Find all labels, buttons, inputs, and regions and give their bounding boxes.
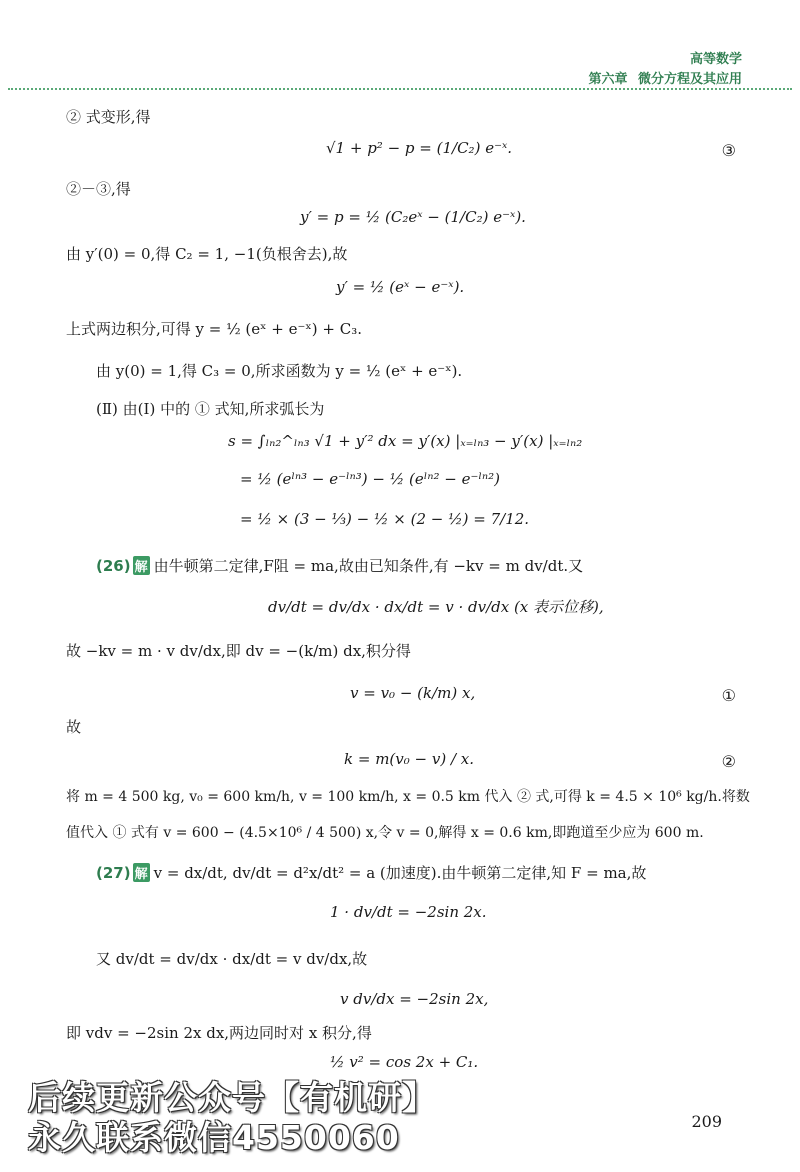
text-line-5: 由 y(0) = 1,得 C₃ = 0,所求函数为 y = ½ (eˣ + e⁻ˣ). [96,362,463,380]
page-number: 209 [691,1112,722,1131]
problem-27-equation-3: ½ v² = cos 2x + C₁. [330,1053,479,1071]
header-book-title: 高等数学 [689,52,742,67]
equation-number-3: ③ [721,141,736,160]
equation-number-1: ① [721,686,736,705]
header-chapter-number: 第六章 [588,72,628,87]
problem-26-line-3: 将 m = 4 500 kg, v₀ = 600 km/h, v = 100 km/h, x = 0.5 km 代入 ② 式,可得 k = 4.5 × 10⁶ kg/h.将数 [66,789,750,805]
text-line-2: ②－③,得 [66,180,131,198]
problem-27-text-1: v = dx/dt, dv/dt = d²x/dt² = a (加速度).由牛顿第二定律,知 F = ma,故 [153,864,647,882]
text-line-4: 上式两边积分,可得 y = ½ (eˣ + e⁻ˣ) + C₃. [66,320,362,338]
text-line-3: 由 y′(0) = 0,得 C₂ = 1, −1(负根舍去),故 [66,245,348,263]
equation-y-prime-2: y′ = ½ (eˣ − e⁻ˣ). [336,278,465,296]
problem-27-line-2: 又 dv/dt = dv/dx · dx/dt = v dv/dx,故 [96,950,368,968]
equation-3: √1 + p² − p = (1/C₂) e⁻ˣ. [326,139,513,157]
problem-27-equation-1: 1 · dv/dt = −2sin 2x. [330,903,487,921]
equation-y-prime: y′ = p = ½ (C₂eˣ − (1/C₂) e⁻ˣ). [300,208,526,226]
problem-26-equation-1: dv/dt = dv/dx · dx/dt = v · dv/dx (x 表示位移), [268,598,604,616]
watermark-line-1: 后续更新公众号【有机研】 [28,1078,436,1117]
problem-26-line-2: 故 −kv = m · v dv/dx,即 dv = −(k/m) dx,积分得 [66,642,411,660]
arc-length-step-3: = ½ × (3 − ⅓) − ½ × (2 − ½) = 7/12. [240,510,530,528]
header-chapter-title: 微分方程及其应用 [637,72,742,87]
problem-27-line-1 [96,862,646,883]
problem-26-line-1 [96,555,583,576]
text-line-1: ② 式变形,得 [66,108,151,126]
problem-27-line-3: 即 vdv = −2sin 2x dx,两边同时对 x 积分,得 [66,1024,372,1042]
problem-26-tag: (26) [96,557,131,575]
problem-27-tag: (27) [96,864,131,882]
problem-26-equation-2: v = v₀ − (k/m) x, [350,684,476,702]
problem-26-equation-3: k = m(v₀ − v) / x. [344,750,475,768]
problem-27-equation-2: v dv/dx = −2sin 2x, [340,990,489,1008]
equation-number-2: ② [721,752,736,771]
arc-length-step-2: = ½ (eˡⁿ³ − e⁻ˡⁿ³) − ½ (eˡⁿ² − e⁻ˡⁿ²) [240,470,500,488]
watermark-line-2: 永久联系微信4550060 [28,1118,400,1157]
problem-26-text-1: 由牛顿第二定律,F阻 = ma,故由已知条件,有 −kv = m dv/dt.又 [153,557,584,575]
text-line-6: (Ⅱ) 由(Ⅰ) 中的 ① 式知,所求弧长为 [96,400,325,418]
problem-26-line-4: 值代入 ① 式有 v = 600 − (4.5×10⁶ / 4 500) x,令 v = 0,解得 x = 0.6 km,即跑道至少应为 600 m. [66,825,704,841]
solution-badge-27: 解 [133,863,150,882]
header-divider [8,88,792,90]
solution-badge-26: 解 [133,556,150,575]
arc-length-step-1: s = ∫ₗₙ₂^ₗₙ₃ √1 + y′² dx = y′(x) |ₓ₌ₗₙ₃ − y′(x) |ₓ₌ₗₙ₂ [228,432,583,450]
header-chapter [588,68,742,87]
text-gu: 故 [66,718,82,736]
